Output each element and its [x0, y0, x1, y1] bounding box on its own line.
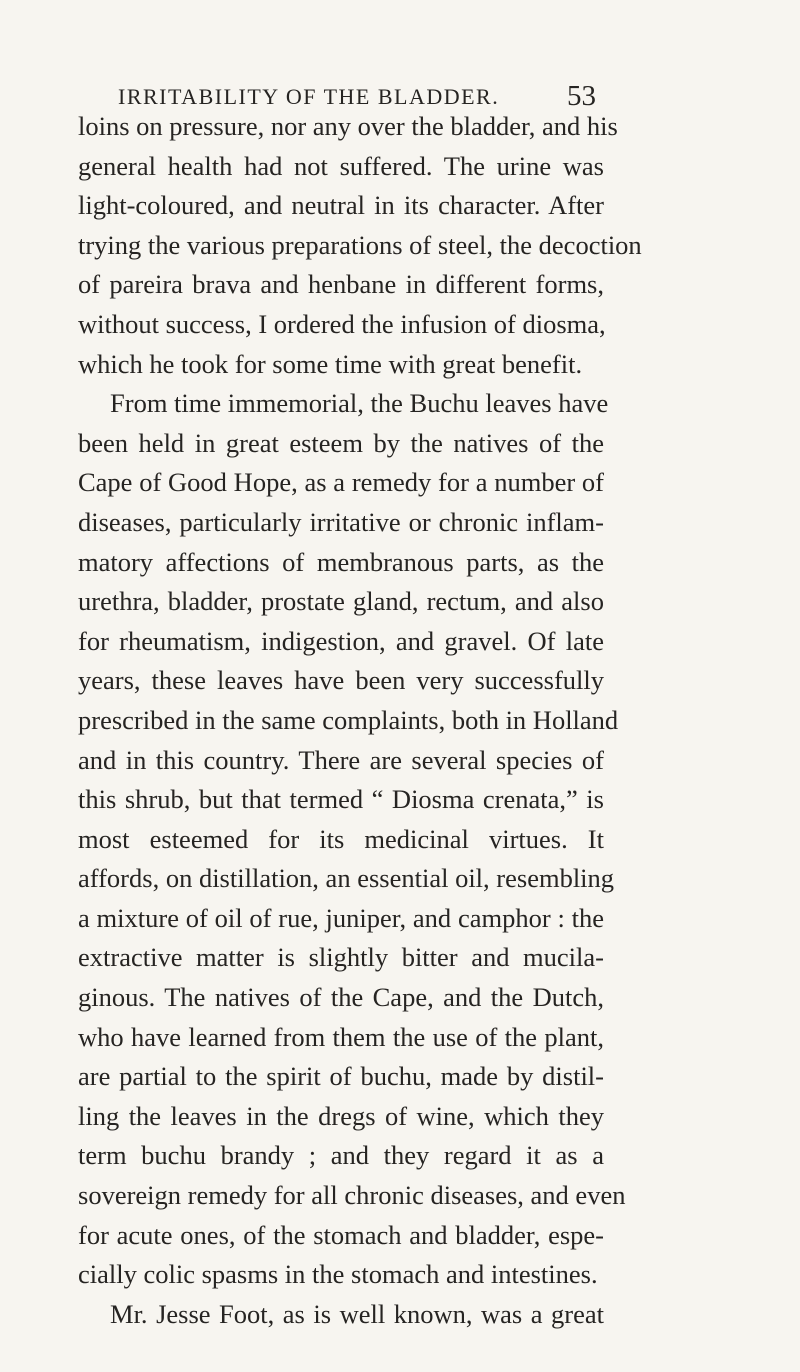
body-text [78, 107, 642, 1334]
text-line: ginous. The natives of the Cape, and the Dutch, [78, 982, 604, 1013]
text-line: are partial to the spirit of buchu, made by distil- [78, 1061, 604, 1092]
text-line: general health had not suffered. The urine was [78, 150, 604, 181]
text-line: which he took for some time with great benefit. [78, 348, 583, 379]
text-line: From time immemorial, the Buchu leaves have [110, 388, 609, 419]
text-line: and in this country. There are several species of [78, 744, 604, 775]
text-line: years, these leaves have been very successfully [78, 665, 604, 696]
text-line: for acute ones, of the stomach and bladder, espe- [78, 1219, 604, 1250]
text-line: extractive matter is slightly bitter and mucila- [78, 942, 604, 973]
text-line: matory affections of membranous parts, as the [78, 546, 604, 577]
text-line: cially colic spasms in the stomach and intestines. [78, 1259, 598, 1290]
text-line: urethra, bladder, prostate gland, rectum, and also [78, 586, 604, 617]
text-line: Mr. Jesse Foot, as is well known, was a great [110, 1298, 604, 1329]
text-line: who have learned from them the use of the plant, [78, 1021, 604, 1052]
text-line: loins on pressure, nor any over the bladder, and his [78, 111, 618, 141]
text-line: for rheumatism, indigestion, and gravel. Of late [78, 625, 604, 656]
text-line: sovereign remedy for all chronic diseases, and even [78, 1180, 626, 1211]
text-line: Cape of Good Hope, as a remedy for a number of [78, 467, 604, 498]
text-line: without success, I ordered the infusion of diosma, [78, 308, 606, 339]
text-line: most esteemed for its medicinal virtues. It [78, 823, 604, 854]
page-number: 53 [567, 80, 596, 112]
text-line: of pareira brava and henbane in different forms, [78, 269, 604, 300]
text-line: this shrub, but that termed “ Diosma crenata,” is [78, 784, 604, 815]
text-line: trying the various preparations of steel, the decoction [78, 229, 642, 260]
text-line: affords, on distillation, an essential oil, resembling [78, 863, 615, 894]
text-line: been held in great esteem by the natives of the [78, 427, 604, 458]
text-line: term buchu brandy ; and they regard it as a [78, 1140, 604, 1171]
running-title: IRRITABILITY OF THE BLADDER. [118, 84, 500, 109]
text-line: light-coloured, and neutral in its character. After [78, 190, 604, 221]
text-line: diseases, particularly irritative or chronic inflam- [78, 506, 604, 537]
text-line: a mixture of oil of rue, juniper, and camphor : the [78, 902, 604, 933]
text-line: ling the leaves in the dregs of wine, which they [78, 1100, 604, 1131]
text-line: prescribed in the same complaints, both in Holland [78, 704, 619, 735]
